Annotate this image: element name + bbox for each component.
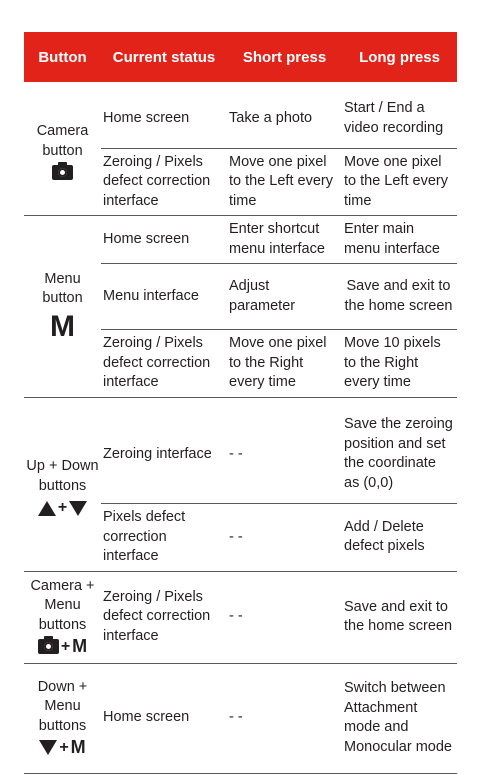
header-long-press: Long press — [342, 32, 457, 82]
short-press: Move one pixel to the Left every time — [227, 148, 342, 216]
short-press: - - — [227, 663, 342, 773]
triangle-down-icon — [69, 501, 87, 516]
short-press: Take a photo — [227, 90, 342, 148]
long-press: Move one pixel to the Left every time — [342, 148, 457, 216]
button-label: Camera + Menu buttons — [30, 577, 95, 633]
m-letter-icon: M — [70, 737, 86, 758]
current-status: Zeroing / Pixels defect correction interface — [101, 571, 227, 663]
long-press: Switch between Attachment mode and Monocular mode — [342, 663, 457, 773]
button-label: Camera button — [36, 123, 89, 159]
long-press: Save and exit to the home screen — [342, 571, 457, 663]
current-status: Menu interface — [101, 264, 227, 330]
triangle-up-icon — [38, 501, 56, 516]
long-press: Save and exit to the home screen — [342, 264, 457, 330]
camera-menu-buttons-cell — [24, 571, 101, 663]
table-row — [24, 406, 457, 504]
up-down-buttons-cell — [24, 406, 101, 572]
plus-sign: + — [60, 638, 71, 656]
short-press: Enter shortcut menu interface — [227, 216, 342, 264]
long-press: Move 10 pixels to the Right every time — [342, 330, 457, 398]
short-press: - - — [227, 504, 342, 572]
short-press: Move one pixel to the Right every time — [227, 330, 342, 398]
button-label: Menu button — [42, 270, 83, 307]
button-label: Up + Down buttons — [26, 458, 99, 494]
current-status: Pixels defect correction interface — [101, 504, 227, 572]
header-current-status: Current status — [101, 32, 227, 82]
current-status: Zeroing interface — [101, 406, 227, 504]
table-row — [24, 90, 457, 148]
camera-icon — [38, 639, 59, 654]
m-letter-icon: M — [50, 309, 75, 343]
short-press: Adjust parameter — [227, 264, 342, 330]
table-row — [24, 663, 457, 773]
current-status: Zeroing / Pixels defect correction interface — [101, 148, 227, 216]
table-header — [24, 32, 457, 82]
plus-sign: + — [57, 499, 68, 517]
table-row — [24, 571, 457, 663]
triangle-down-icon — [39, 740, 57, 755]
menu-button-cell — [24, 216, 101, 398]
current-status: Home screen — [101, 216, 227, 264]
long-press: Add / Delete defect pixels — [342, 504, 457, 572]
button-label: Down + Menu buttons — [37, 678, 88, 734]
table-row — [24, 216, 457, 264]
header-short-press: Short press — [227, 32, 342, 82]
down-menu-buttons-cell — [24, 663, 101, 773]
long-press: Enter main menu interface — [342, 216, 457, 264]
button-functions-table — [24, 32, 457, 774]
header-button: Button — [24, 32, 101, 82]
plus-sign: + — [59, 739, 69, 757]
long-press: Start / End a video recording — [342, 90, 457, 148]
long-press: Save the zeroing position and set the coordinate as (0,0) — [342, 406, 457, 504]
camera-button-cell — [24, 90, 101, 216]
short-press: - - — [227, 406, 342, 504]
current-status: Home screen — [101, 90, 227, 148]
current-status: Home screen — [101, 663, 227, 773]
current-status: Zeroing / Pixels defect correction interface — [101, 330, 227, 398]
short-press: - - — [227, 571, 342, 663]
camera-icon — [52, 165, 73, 180]
m-letter-icon: M — [72, 636, 88, 657]
